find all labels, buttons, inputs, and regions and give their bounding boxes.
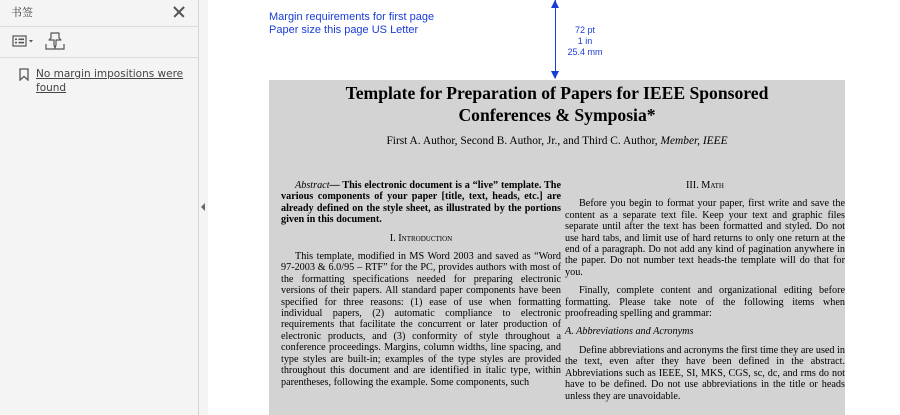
list-options-icon [9,30,37,52]
section-title: Introduction [398,232,453,244]
margin-measure-line [555,0,556,78]
math-paragraph: Finally, complete content and organizational editing before formatting. Please take note of the following items when proofreading spelling and grammar: [565,285,845,320]
paper-authors [269,135,845,147]
right-column [565,180,845,402]
collapse-arrow-icon[interactable] [201,203,205,211]
section-heading [281,233,561,244]
intro-paragraph: This template, modified in MS Word 2003 and saved as “Word 97-2003 & 6.0/95 – RTF” for the PC, provides authors with most of the formatting specifications needed for preparing electronic versions of their papers. All standard paper components have been specified for three reasons: (1) ease of use when formatting individual papers, (2) automatic compliance to electronic requirements that facilitate the concurrent or later production of electronic products, and (3) conformity of style throughout a conference proceedings. Margins, column widths, line spacing, and type styles are built-in; examples of the type styles are provided throughout this document and are identified in italic type, within parentheses, following the example. Some components, such [281,251,561,388]
bookmark-icon [19,68,29,81]
abbrev-paragraph: Define abbreviations and acronyms the first time they are used in the text, even after they have been defined in the abstract. Abbreviations such as IEEE, SI, MKS, CGS, sc, dc, and rms do not have to be defined. Do not use abbreviations in the title or heads unless they are unavoidable. [565,344,845,402]
paper-title [269,82,845,126]
bookmarks-panel [0,0,199,415]
panel-splitter[interactable] [199,0,208,415]
paper-title-line: Conferences & Symposia* [458,105,656,125]
margin-measure-label [560,25,610,58]
page-content-area [269,80,845,415]
measure-pt: 72 pt [574,25,596,35]
abstract [281,180,561,226]
paper-title-line: Template for Preparation of Papers for IEEE Sponsored [345,83,769,103]
margin-requirements-annotation [269,11,434,37]
abstract-text: — This electronic document is a “live” template. The various components of your paper [title, text, heads, etc.] are already defined on the style sheet, as illustrated by the portions given in this document. [281,180,561,226]
bookmark-item[interactable] [14,66,194,96]
section-number: I. [389,232,396,244]
authors-membership: Member, IEEE [660,135,728,147]
left-column [281,180,561,388]
find-current-bookmark-button[interactable] [43,30,67,52]
margin-requirements-label: Margin requirements for first page [269,11,435,23]
abstract-label: Abstract [295,180,330,191]
divider [0,26,199,27]
divider [0,57,199,58]
panel-title: 书签 [11,6,33,19]
bookmark-options-button[interactable] [9,30,37,52]
document-view[interactable] [208,0,900,415]
arrow-down-icon [551,71,559,79]
close-icon[interactable] [169,2,189,22]
find-bookmark-icon [43,30,67,52]
section-heading [565,180,845,191]
math-paragraph: Before you begin to format your paper, first write and save the content as a separate text file. Keep your text and graphic files separate until after the text has been formatted and styled. Do not use hard tabs, and limit use of hard returns to only one return at the end of a paragraph. Do not add any kind of pagination anywhere in the paper. Do not number text heads-the template will do that for you. [565,198,845,278]
measure-mm: 25.4 mm [567,47,603,57]
section-number: III. [686,180,699,191]
paper-size-label: Paper size this page US Letter [269,24,419,36]
subsection-heading: A. Abbreviations and Acronyms [565,326,694,338]
bookmarks-panel-header [0,0,199,24]
bookmark-label[interactable]: No margin impositions were found [36,68,184,94]
measure-in: 1 in [577,36,593,46]
section-title: Math [701,180,724,191]
authors-names: First A. Author, Second B. Author, Jr., and Third C. Author, [386,135,658,147]
